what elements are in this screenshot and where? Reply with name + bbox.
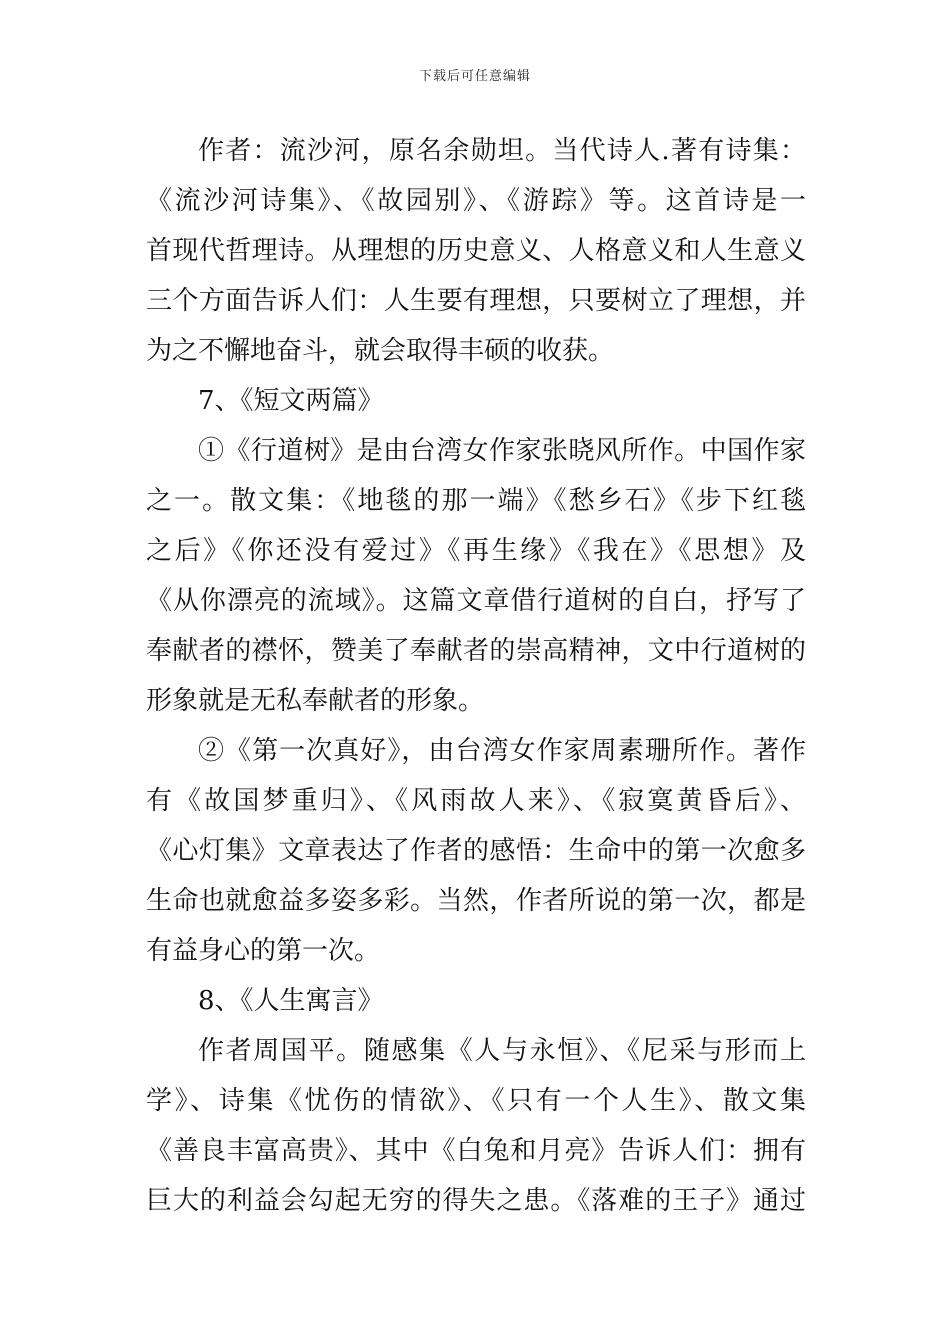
text-line: 作者周国平。随感集《人与永恒》、《尼采与形而上 — [198, 1036, 806, 1066]
document-body — [146, 126, 806, 1226]
section-heading: 7、《短文两篇》 — [198, 386, 384, 416]
text-line: 有《故国梦重归》、《风雨故人来》、《寂寞黄昏后》、 — [146, 786, 806, 816]
text-line: 有益身心的第一次。 — [146, 936, 381, 966]
text-line: 生命也就愈益多姿多彩。当然，作者所说的第一次，都是 — [146, 886, 806, 916]
page-header: 下载后可任意编辑 — [418, 69, 531, 84]
text-line: 之后》《你还没有爱过》《再生缘》《我在》《思想》及 — [146, 536, 806, 566]
text-line: 《心灯集》文章表达了作者的感悟：生命中的第一次愈多 — [146, 836, 806, 866]
text-line: 之一。散文集：《地毯的那一端》《愁乡石》《步下红毯 — [146, 486, 806, 516]
text-line: 《善良丰富高贵》、其中《白兔和月亮》告诉人们：拥有 — [146, 1136, 806, 1166]
text-line: 为之不懈地奋斗，就会取得丰硕的收获。 — [146, 336, 615, 366]
text-line: 《流沙河诗集》、《故园别》、《游踪》等。这首诗是一 — [146, 186, 806, 216]
text-line: ②《第一次真好》，由台湾女作家周素珊所作。著作 — [198, 736, 806, 766]
text-line: 三个方面告诉人们：人生要有理想，只要树立了理想，并 — [146, 286, 806, 316]
text-line: 首现代哲理诗。从理想的历史意义、人格意义和人生意义 — [146, 236, 806, 266]
text-line: ①《行道树》是由台湾女作家张晓风所作。中国作家 — [198, 436, 806, 466]
text-line: 形象就是无私奉献者的形象。 — [146, 686, 485, 716]
text-line: 学》、诗集《忧伤的情欲》、《只有一个人生》、散文集 — [146, 1086, 806, 1116]
text-line: 作者：流沙河，原名余勋坦。当代诗人.著有诗集： — [198, 136, 806, 166]
text-line: 巨大的利益会勾起无穷的得失之患。《落难的王子》通过 — [146, 1186, 806, 1216]
section-heading: 8、《人生寓言》 — [198, 986, 384, 1016]
text-line: 《从你漂亮的流域》。这篇文章借行道树的自白，抒写了 — [146, 586, 806, 616]
text-line: 奉献者的襟怀，赞美了奉献者的崇高精神，文中行道树的 — [146, 636, 806, 666]
